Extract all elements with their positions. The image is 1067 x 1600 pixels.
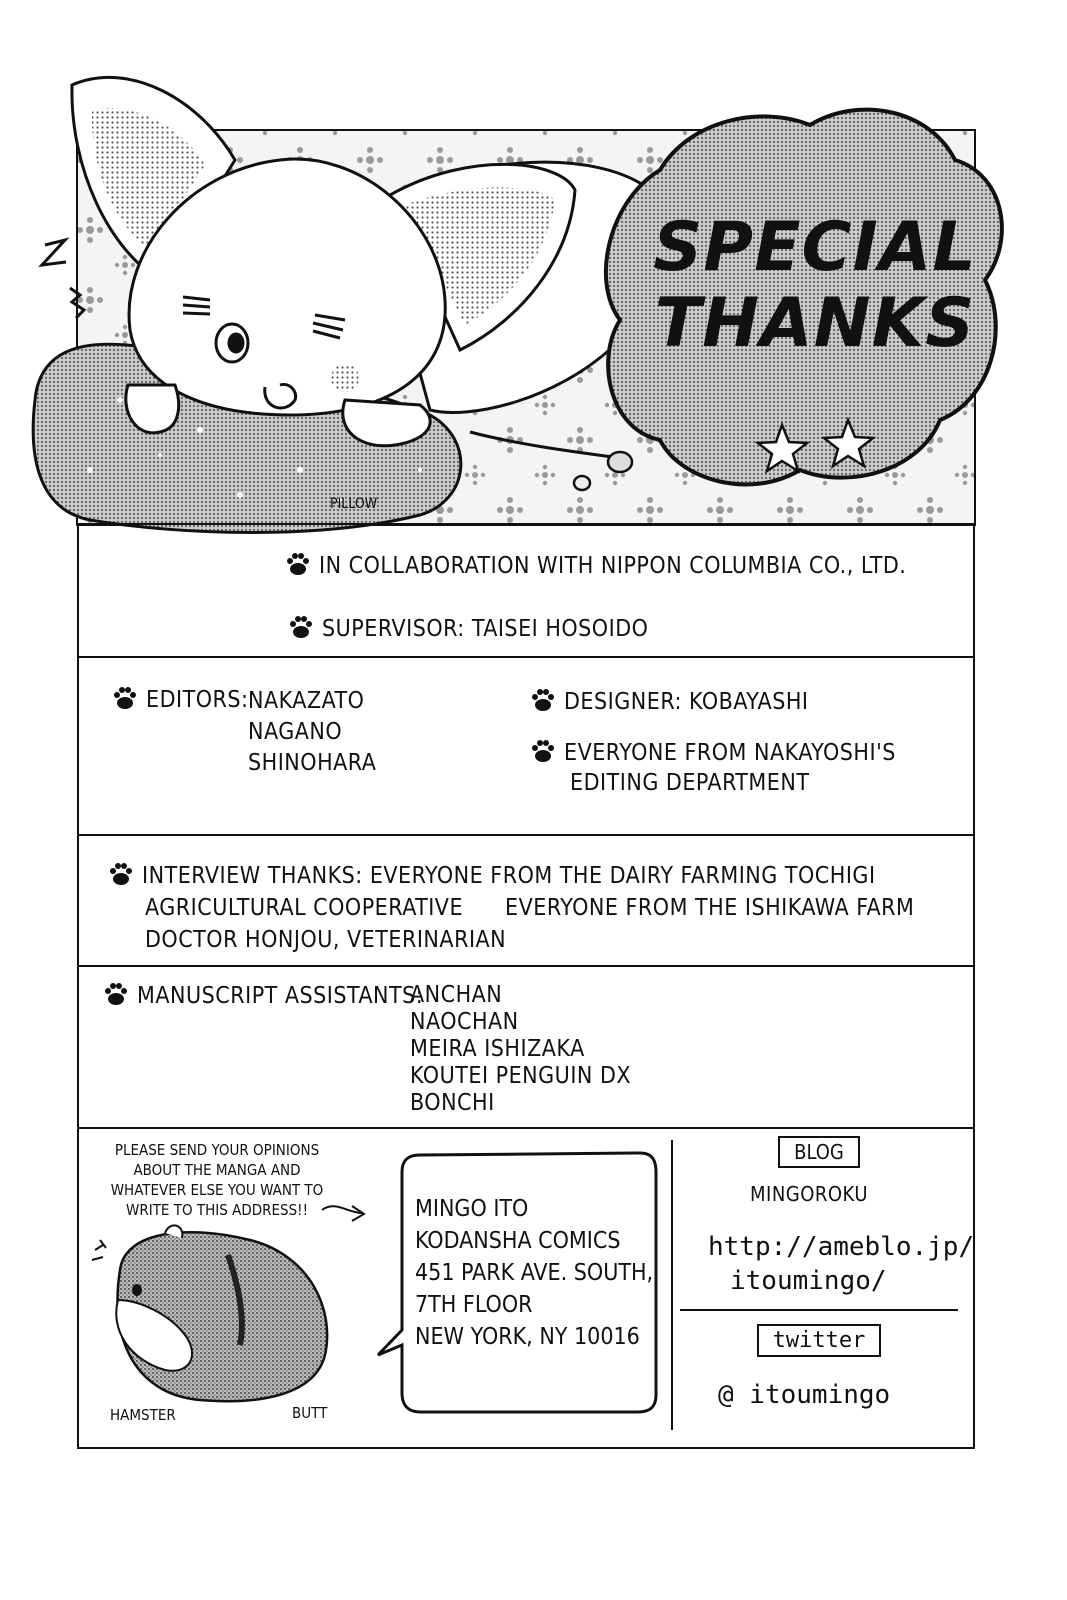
- assistants-label: MANUSCRIPT ASSISTANTS:: [137, 983, 424, 1009]
- designer-credit: [530, 688, 809, 715]
- blog-label: BLOG: [778, 1136, 860, 1168]
- arrow-icon: [322, 1206, 364, 1221]
- designer-text: DESIGNER: KOBAYASHI: [564, 689, 809, 715]
- blog-url-line2: itoumingo/: [730, 1266, 887, 1296]
- assistant-name: MEIRA ISHIZAKA: [410, 1036, 585, 1062]
- assistant-name: ANCHAN: [410, 982, 503, 1008]
- divider: [77, 1127, 975, 1129]
- paw-icon: [112, 686, 138, 710]
- address-line: 7TH FLOOR: [415, 1292, 533, 1318]
- assistant-name: BONCHI: [410, 1090, 495, 1116]
- divider: [77, 834, 975, 836]
- editors-credit: [112, 686, 249, 713]
- title-line-thanks: THANKS: [654, 284, 976, 363]
- address-line: NEW YORK, NY 10016: [415, 1324, 640, 1350]
- interview-line2a: AGRICULTURAL COOPERATIVE: [145, 895, 464, 921]
- assistants-list: [410, 982, 631, 1117]
- supervisor-text: SUPERVISOR: TAISEI HOSOIDO: [322, 616, 649, 642]
- editors-list: [248, 686, 376, 779]
- twitter-block: [680, 1328, 958, 1353]
- pillow-label: PILLOW: [330, 496, 378, 512]
- editor-name: SHINOHARA: [248, 750, 377, 776]
- mailing-address: [415, 1193, 653, 1353]
- address-line: 451 PARK AVE. SOUTH,: [415, 1260, 654, 1286]
- hamster-label: HAMSTER: [110, 1406, 176, 1424]
- interview-thanks: [108, 860, 914, 956]
- editor-name: NAGANO: [248, 719, 343, 745]
- paw-icon: [530, 739, 556, 763]
- blog-url[interactable]: [708, 1232, 974, 1296]
- interview-line3: DOCTOR HONJOU, VETERINARIAN: [145, 927, 507, 953]
- note-line: WHATEVER ELSE YOU WANT TO: [110, 1181, 324, 1199]
- assistants-credit: [103, 982, 423, 1009]
- note-line: WRITE TO THIS ADDRESS!!: [126, 1201, 308, 1219]
- note-line: PLEASE SEND YOUR OPINIONS: [114, 1141, 320, 1159]
- blog-block: [680, 1140, 958, 1164]
- everyone-line2: EDITING DEPARTMENT: [570, 770, 810, 796]
- assistant-name: NAOCHAN: [410, 1009, 519, 1035]
- paw-icon: [288, 615, 314, 639]
- divider: [77, 965, 975, 967]
- collaboration-text: IN COLLABORATION WITH NIPPON COLUMBIA CO., LTD.: [319, 553, 907, 579]
- paw-icon: [285, 552, 311, 576]
- note-line: ABOUT THE MANGA AND: [133, 1161, 301, 1179]
- title-line-special: SPECIAL: [653, 208, 977, 287]
- address-line: KODANSHA COMICS: [415, 1228, 621, 1254]
- paw-icon: [530, 688, 556, 712]
- paw-icon: [103, 982, 129, 1006]
- collaboration-credit: [285, 552, 906, 579]
- supervisor-credit: [288, 615, 648, 642]
- assistant-name: KOUTEI PENGUIN DX: [410, 1063, 632, 1089]
- twitter-label: twitter: [757, 1324, 882, 1357]
- divider: [77, 656, 975, 658]
- hamster-illustration: [92, 1225, 327, 1401]
- editor-name: NAKAZATO: [248, 688, 365, 714]
- blog-name: MINGOROKU: [750, 1182, 868, 1206]
- interview-line2b: EVERYONE FROM THE ISHIKAWA FARM: [505, 895, 915, 921]
- interview-line1: INTERVIEW THANKS: EVERYONE FROM THE DAIRY FARMING TOCHIGI: [142, 863, 876, 889]
- address-line: MINGO ITO: [415, 1196, 529, 1222]
- editing-department-credit: [530, 738, 896, 798]
- blog-url-line1: http://ameblo.jp/: [708, 1232, 975, 1262]
- page-title: [650, 210, 980, 362]
- everyone-line1: EVERYONE FROM NAKAYOSHI'S: [564, 740, 896, 766]
- butt-label: BUTT: [292, 1404, 328, 1422]
- paw-icon: [108, 862, 134, 886]
- editors-label: EDITORS:: [146, 687, 249, 713]
- twitter-handle[interactable]: @ itoumingo: [718, 1380, 891, 1410]
